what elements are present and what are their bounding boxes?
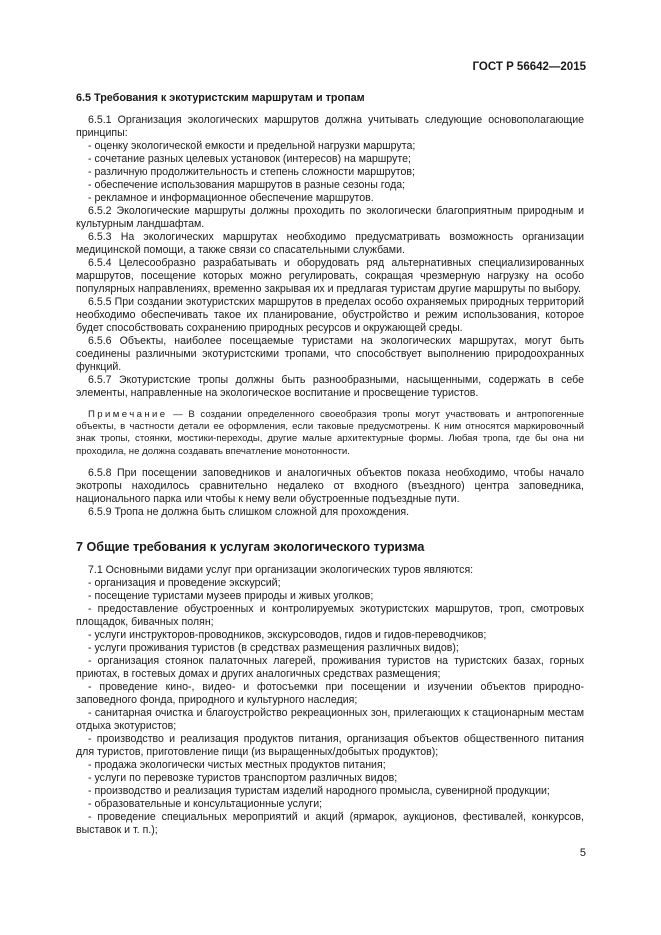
note: [76, 409, 584, 458]
list-item: - оценку экологической емкости и предельной нагрузки маршрута;: [88, 140, 416, 152]
list-item: - санитарная очистка и благоустройство рекреационных зон, прилегающих к стационарным местам отдыха экотуристов;: [76, 706, 584, 732]
note-label: Примечание: [88, 409, 168, 420]
paragraph-6-5-5: 6.5.5 При создании экотуристских маршрутов в пределах особо охраняемых природных территорий необходимо обеспечивать такое их планирование, обустройство и режим использования, которое будет способствовать сохранению природных ресурсов и окружающей среды.: [76, 296, 584, 334]
page-number: 5: [579, 847, 586, 859]
list-item: - рекламное и информационное обеспечение маршрутов.: [88, 192, 374, 204]
paragraph-6-5-4: 6.5.4 Целесообразно разрабатывать и оборудовать ряд альтернативных специализированных маршрутов, посещение которых можно регулировать, сокращая чрезмерную нагрузку на особо популярных направлениях, временно закрывая их и предлагая туристам другие маршруты по выбору.: [76, 257, 584, 295]
list-item: - обеспечение использования маршрутов в разные сезоны года;: [88, 179, 406, 191]
list-item: - продажа экологически чистых местных продуктов питания;: [88, 758, 386, 771]
principles-list: [76, 140, 584, 205]
list-item: - различную продолжительность и степень сложности маршрутов;: [88, 166, 415, 178]
list-item: - производство и реализация продуктов питания, организация объектов общественного питания для туристов, приготовление пищи (из выращенных/добытых продуктов);: [76, 732, 584, 758]
list-item: - посещение туристами музеев природы и живых уголков;: [88, 589, 374, 602]
list-item: - предоставление обустроенных и контролируемых экотуристских маршрутов, троп, смотровых площадок, бивачных полян;: [76, 602, 584, 628]
list-item: - услуги по перевозке туристов транспортом различных видов;: [88, 771, 398, 784]
paragraph-6-5-1: 6.5.1 Организация экологических маршрутов должна учитывать следующие основополагающие принципы:: [76, 114, 584, 139]
paragraph-6-5-9: 6.5.9 Тропа не должна быть слишком сложной для прохождения.: [88, 505, 410, 518]
section-7-heading: 7 Общие требования к услугам экологического туризма: [76, 539, 425, 554]
paragraph-6-5-2: 6.5.2 Экологические маршруты должны проходить по экологически благоприятным природным и культурным ландшафтам.: [76, 205, 584, 230]
paragraph-7-1: 7.1 Основными видами услуг при организации экологических туров являются:: [88, 563, 474, 576]
page-content: [76, 92, 584, 837]
section-6-5-heading: 6.5 Требования к экотуристским маршрутам и тропам: [76, 92, 365, 104]
list-item: - сочетание разных целевых установок (интересов) на маршруте;: [88, 153, 411, 165]
list-item: - проведение кино-, видео- и фотосъемки при посещении и изучении объектов природно-заповедного фонда, природного и культурного наследия;: [76, 680, 584, 706]
list-item: - образовательные и консультационные услуги;: [88, 797, 323, 810]
list-item: - услуги проживания туристов (в средствах размещения различных видов);: [88, 641, 459, 654]
paragraph-6-5-3: 6.5.3 На экологических маршрутах необходимо предусматривать возможность организации медицинской помощи, а также связи со спасательными службами.: [76, 231, 584, 256]
services-list: [76, 577, 584, 837]
note-text: — В создании определенного своеобразия тропы могут участвовать и антропогенные объекты, в частности детали ее оформления, если таковые предусмотрены. К ним относятся маркировочный знак тропы, стоянки, мостики-переходы, другие малые архитектурные формы. Любая тропа, где бы она ни проходила, не должна создавать впечатление монотонности.: [76, 409, 584, 457]
list-item: - организация стоянок палаточных лагерей, проживания туристов на туристских базах, горных приютах, в гостевых домах и других аналогичных средствах размещения;: [76, 654, 584, 680]
list-item: - производство и реализация туристам изделий народного промысла, сувенирной продукции;: [88, 784, 550, 797]
list-item: - организация и проведение экскурсий;: [88, 576, 281, 589]
list-item: - проведение специальных мероприятий и акций (ярмарок, аукционов, фестивалей, конкурсов, выставок и т. п.);: [76, 810, 584, 836]
list-item: - услуги инструкторов-проводников, экскурсоводов, гидов и гидов-переводчиков;: [88, 628, 487, 641]
standard-header: ГОСТ Р 56642—2015: [472, 61, 586, 73]
paragraph-6-5-6: 6.5.6 Объекты, наиболее посещаемые туристами на экологических маршрутах, могут быть соединены различными экотуристскими тропами, что способствует выполнению природоохранных функций.: [76, 335, 584, 373]
paragraph-6-5-7: 6.5.7 Экотуристские тропы должны быть разнообразными, насыщенными, содержать в себе элементы, направленные на экологическое воспитание и просвещение туристов.: [76, 374, 584, 399]
paragraph-6-5-8: 6.5.8 При посещении заповедников и аналогичных объектов показа необходимо, чтобы начало экотропы находилось сравнительно недалеко от входного (въездного) центра заповедника, национального парка или чтобы к нему вели обустроенные подъездные пути.: [76, 466, 584, 505]
